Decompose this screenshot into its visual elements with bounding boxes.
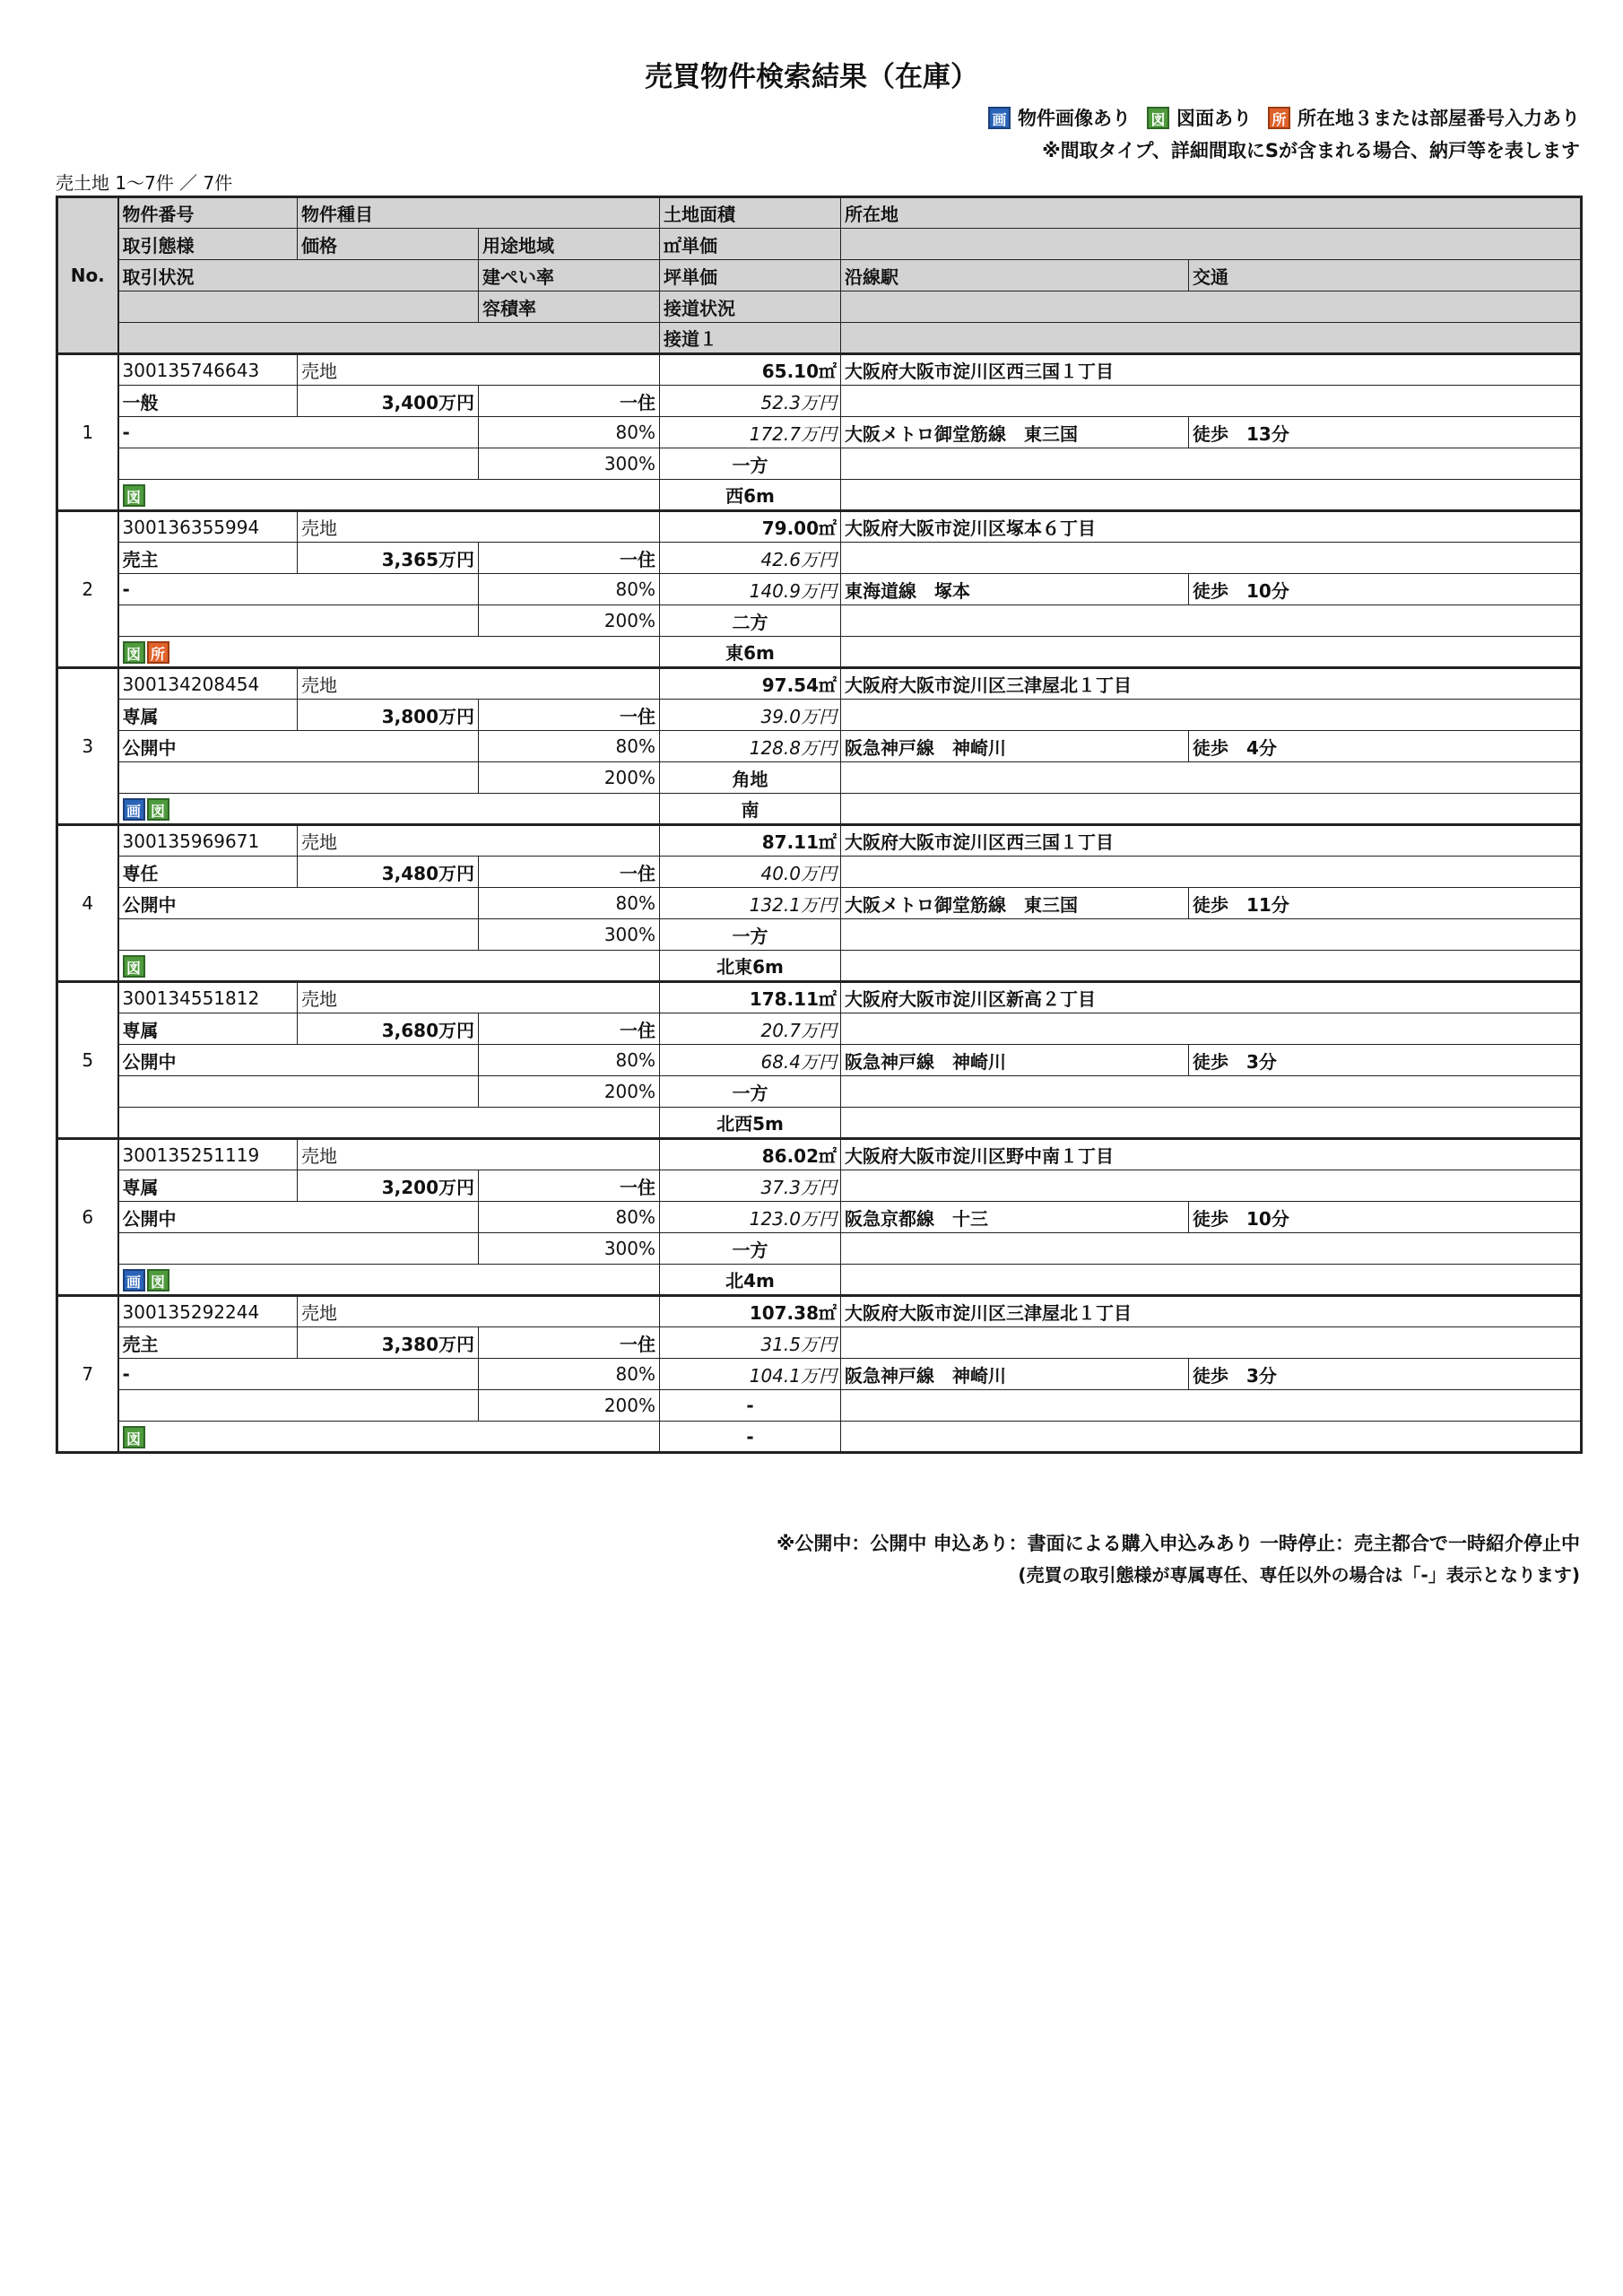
transaction-status: 公開中 [118,731,479,762]
zoning: 一住 [479,857,660,888]
figure-badge-icon: 図 [147,1269,169,1292]
property-type: 売地 [298,511,660,543]
header-no: No. [57,197,118,354]
badge-cell [118,951,660,982]
badge-cell [118,1422,660,1453]
property-type: 売地 [298,668,660,700]
property-type: 売地 [298,1139,660,1170]
property-id: 300135292244 [118,1296,298,1327]
legend-label: 図面あり [1176,108,1252,129]
land-area: 65.10㎡ [660,354,841,386]
header-cell: 接道状況 [660,291,841,323]
road-1: 北東6m [660,951,841,982]
header-cell [841,229,1582,260]
price-per-tsubo: 140.9万円 [660,574,841,605]
figure-badge-icon: 図 [123,955,145,978]
address: 大阪府大阪市淀川区三津屋北１丁目 [841,1296,1582,1327]
road-1: - [660,1422,841,1453]
price: 3,400万円 [298,386,479,417]
transaction-type: 専任 [118,857,298,888]
land-area: 178.11㎡ [660,982,841,1013]
empty-cell [841,857,1582,888]
access: 徒歩 11分 [1189,888,1582,919]
header-cell: 取引状況 [118,260,479,291]
header-cell: 沿線駅 [841,260,1189,291]
access: 徒歩 3分 [1189,1045,1582,1076]
empty-cell [118,1076,479,1108]
row-number: 5 [57,982,118,1139]
image-badge-icon: 画 [123,798,145,821]
header-cell: 取引態様 [118,229,298,260]
table-row [57,1202,1582,1233]
property-type: 売地 [298,982,660,1013]
floor-area-ratio: 300% [479,1233,660,1265]
table-row [57,574,1582,605]
table-row [57,700,1582,731]
figure-badge-icon: 図 [1147,107,1169,129]
floor-area-ratio: 200% [479,1076,660,1108]
row-number: 6 [57,1139,118,1296]
table-row [57,1108,1582,1139]
table-row [57,1139,1582,1170]
table-row [57,794,1582,825]
location-badge-icon: 所 [1268,107,1290,129]
price-per-sqm: 40.0万円 [660,857,841,888]
badge-cell [118,480,660,511]
empty-cell [841,1108,1582,1139]
zoning: 一住 [479,543,660,574]
property-id: 300135746643 [118,354,298,386]
zoning: 一住 [479,1013,660,1045]
zoning: 一住 [479,700,660,731]
building-coverage: 80% [479,574,660,605]
transaction-type: 売主 [118,543,298,574]
price-per-tsubo: 172.7万円 [660,417,841,448]
price-per-tsubo: 123.0万円 [660,1202,841,1233]
header-cell: 物件種目 [298,197,660,229]
address: 大阪府大阪市淀川区野中南１丁目 [841,1139,1582,1170]
empty-cell [841,605,1582,637]
price-per-sqm: 52.3万円 [660,386,841,417]
property-id: 300136355994 [118,511,298,543]
building-coverage: 80% [479,1359,660,1390]
empty-cell [841,637,1582,668]
station: 阪急神戸線 神崎川 [841,1045,1189,1076]
road-access: 二方 [660,605,841,637]
land-area: 97.54㎡ [660,668,841,700]
empty-cell [118,762,479,794]
table-row [57,762,1582,794]
land-area: 107.38㎡ [660,1296,841,1327]
price-per-sqm: 39.0万円 [660,700,841,731]
image-badge-icon: 画 [123,1269,145,1292]
legend-item-figure [1147,104,1252,131]
price-per-sqm: 42.6万円 [660,543,841,574]
zoning: 一住 [479,386,660,417]
land-area: 79.00㎡ [660,511,841,543]
header-cell: 土地面積 [660,197,841,229]
transaction-status: - [118,574,479,605]
transaction-status: 公開中 [118,1045,479,1076]
badge-cell [118,1108,660,1139]
row-number: 3 [57,668,118,825]
table-row [57,951,1582,982]
empty-cell [841,1265,1582,1296]
header-cell [841,323,1582,354]
header-cell: 価格 [298,229,479,260]
table-row [57,1045,1582,1076]
legend-label: 所在地３または部屋番号入力あり [1298,108,1580,129]
road-access: - [660,1390,841,1422]
figure-badge-icon: 図 [123,641,145,664]
station: 阪急神戸線 神崎川 [841,1359,1189,1390]
building-coverage: 80% [479,1202,660,1233]
legend [976,104,1580,131]
table-row [57,511,1582,543]
access: 徒歩 13分 [1189,417,1582,448]
transaction-status: - [118,1359,479,1390]
empty-cell [841,448,1582,480]
header-cell: ㎡単価 [660,229,841,260]
table-row [57,386,1582,417]
header-cell: 所在地 [841,197,1582,229]
header-cell: 坪単価 [660,260,841,291]
price: 3,480万円 [298,857,479,888]
header-cell: 交通 [1189,260,1582,291]
footnote-deal: (売買の取引態様が専属専任、専任以外の場合は「-」表示となります) [1018,1564,1580,1586]
table-row [57,982,1582,1013]
access: 徒歩 4分 [1189,731,1582,762]
row-number: 7 [57,1296,118,1453]
building-coverage: 80% [479,731,660,762]
access: 徒歩 3分 [1189,1359,1582,1390]
empty-cell [841,951,1582,982]
price-per-tsubo: 128.8万円 [660,731,841,762]
empty-cell [841,543,1582,574]
footnote-status: ※公開中：公開中 申込あり：書面による購入申込みあり 一時停止：売主都合で一時紹介停止中 [776,1533,1580,1554]
empty-cell [841,1170,1582,1202]
table-row [57,1265,1582,1296]
note-top: ※間取タイプ、詳細間取にSが含まれる場合、納戸等を表します [1042,140,1580,161]
price-per-tsubo: 132.1万円 [660,888,841,919]
header-row-3 [57,260,1582,291]
table-row [57,605,1582,637]
header-cell: 接道１ [660,323,841,354]
land-area: 87.11㎡ [660,825,841,857]
header-cell: 物件番号 [118,197,298,229]
station: 阪急神戸線 神崎川 [841,731,1189,762]
road-1: 西6m [660,480,841,511]
address: 大阪府大阪市淀川区新高２丁目 [841,982,1582,1013]
empty-cell [841,1390,1582,1422]
price-per-sqm: 31.5万円 [660,1327,841,1359]
table-row [57,1327,1582,1359]
empty-cell [841,1233,1582,1265]
road-access: 一方 [660,1233,841,1265]
empty-cell [841,700,1582,731]
transaction-status: 公開中 [118,1202,479,1233]
address: 大阪府大阪市淀川区三津屋北１丁目 [841,668,1582,700]
table-row [57,1422,1582,1453]
price: 3,200万円 [298,1170,479,1202]
property-id: 300135251119 [118,1139,298,1170]
table-row [57,731,1582,762]
table-row [57,668,1582,700]
station: 大阪メトロ御堂筋線 東三国 [841,417,1189,448]
empty-cell [118,448,479,480]
table-row [57,1390,1582,1422]
empty-cell [841,1076,1582,1108]
table-row [57,543,1582,574]
result-count: 売土地 1〜7件 ／ 7件 [56,172,233,194]
table-row [57,825,1582,857]
road-access: 一方 [660,1076,841,1108]
table-row [57,417,1582,448]
page-title: 売買物件検索結果（在庫） [645,61,978,93]
header-cell: 用途地域 [479,229,660,260]
table-row [57,480,1582,511]
floor-area-ratio: 200% [479,1390,660,1422]
building-coverage: 80% [479,1045,660,1076]
badge-cell [118,637,660,668]
address: 大阪府大阪市淀川区西三国１丁目 [841,354,1582,386]
transaction-type: 一般 [118,386,298,417]
zoning: 一住 [479,1170,660,1202]
legend-label: 物件画像あり [1018,108,1131,129]
row-number: 2 [57,511,118,668]
table-row [57,637,1582,668]
badge-cell [118,1265,660,1296]
station: 東海道線 塚本 [841,574,1189,605]
figure-badge-icon: 図 [123,484,145,507]
zoning: 一住 [479,1327,660,1359]
header-cell [118,291,479,323]
transaction-status: - [118,417,479,448]
building-coverage: 80% [479,888,660,919]
property-type: 売地 [298,825,660,857]
road-1: 北西5m [660,1108,841,1139]
road-access: 角地 [660,762,841,794]
table-row [57,1013,1582,1045]
empty-cell [841,1327,1582,1359]
table-row [57,1296,1582,1327]
row-number: 4 [57,825,118,982]
empty-cell [118,919,479,951]
table-row [57,354,1582,386]
price-per-tsubo: 68.4万円 [660,1045,841,1076]
address: 大阪府大阪市淀川区西三国１丁目 [841,825,1582,857]
station: 阪急京都線 十三 [841,1202,1189,1233]
empty-cell [841,386,1582,417]
access: 徒歩 10分 [1189,1202,1582,1233]
price: 3,365万円 [298,543,479,574]
empty-cell [841,762,1582,794]
road-access: 一方 [660,919,841,951]
property-id: 300134208454 [118,668,298,700]
legend-item-location [1268,104,1580,131]
image-badge-icon: 画 [988,107,1011,129]
transaction-type: 売主 [118,1327,298,1359]
property-type: 売地 [298,1296,660,1327]
floor-area-ratio: 300% [479,919,660,951]
transaction-type: 専属 [118,700,298,731]
location-badge-icon: 所 [147,641,169,664]
floor-area-ratio: 200% [479,762,660,794]
building-coverage: 80% [479,417,660,448]
road-1: 北4m [660,1265,841,1296]
empty-cell [118,1233,479,1265]
property-id: 300135969671 [118,825,298,857]
floor-area-ratio: 200% [479,605,660,637]
table-row [57,888,1582,919]
empty-cell [841,919,1582,951]
table-row [57,1359,1582,1390]
header-cell [118,323,660,354]
transaction-type: 専属 [118,1170,298,1202]
empty-cell [841,1422,1582,1453]
figure-badge-icon: 図 [123,1426,145,1448]
station: 大阪メトロ御堂筋線 東三国 [841,888,1189,919]
header-row-2 [57,229,1582,260]
price: 3,680万円 [298,1013,479,1045]
empty-cell [118,1390,479,1422]
empty-cell [841,794,1582,825]
results-table [56,196,1583,1454]
badge-cell [118,794,660,825]
empty-cell [841,480,1582,511]
table-row [57,448,1582,480]
floor-area-ratio: 300% [479,448,660,480]
transaction-status: 公開中 [118,888,479,919]
empty-cell [841,1013,1582,1045]
header-cell [841,291,1582,323]
table-row [57,919,1582,951]
access: 徒歩 10分 [1189,574,1582,605]
header-cell: 容積率 [479,291,660,323]
table-row [57,1076,1582,1108]
figure-badge-icon: 図 [147,798,169,821]
empty-cell [118,605,479,637]
road-1: 南 [660,794,841,825]
table-row [57,1170,1582,1202]
table-row [57,1233,1582,1265]
address: 大阪府大阪市淀川区塚本６丁目 [841,511,1582,543]
land-area: 86.02㎡ [660,1139,841,1170]
price-per-sqm: 37.3万円 [660,1170,841,1202]
header-row-5 [57,323,1582,354]
header-cell: 建ぺい率 [479,260,660,291]
property-type: 売地 [298,354,660,386]
table-row [57,857,1582,888]
header-row-4 [57,291,1582,323]
row-number: 1 [57,354,118,511]
price: 3,380万円 [298,1327,479,1359]
property-id: 300134551812 [118,982,298,1013]
price-per-tsubo: 104.1万円 [660,1359,841,1390]
price: 3,800万円 [298,700,479,731]
legend-item-image [988,104,1131,131]
road-1: 東6m [660,637,841,668]
header-row-1 [57,197,1582,229]
road-access: 一方 [660,448,841,480]
transaction-type: 専属 [118,1013,298,1045]
price-per-sqm: 20.7万円 [660,1013,841,1045]
